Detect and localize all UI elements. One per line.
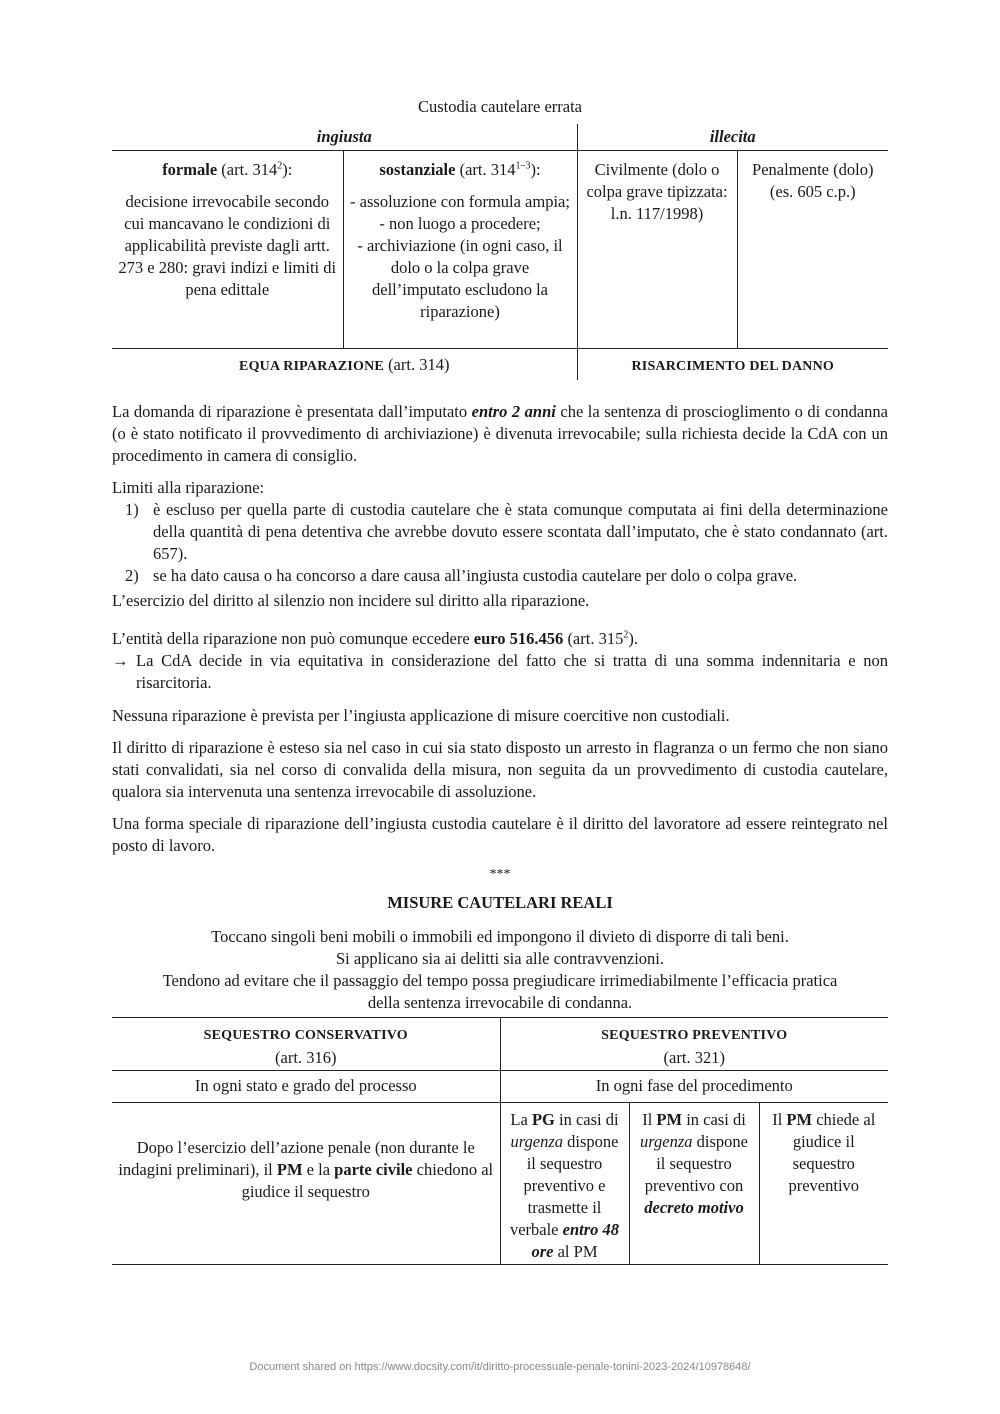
paragraph-nessuna: Nessuna riparazione è prevista per l’ingiusta applicazione di misure coercitive non custodiali. [112,706,730,725]
list-item: 1) è escluso per quella parte di custodia cautelare che è stata comunque computata ai fini della determinazione della quantità di pena detentiva che avrebbe dovuto essere scontata dall’imputato, che è stato condannato (art. 657). [125,500,888,563]
table1-caption: Custodia cautelare errata [418,97,582,116]
cell-formale [112,150,343,348]
section-title: MISURE CAUTELARI REALI [387,893,613,912]
sostanziale-item: - assoluzione con formula ampia; [350,191,570,211]
limiti-list [112,499,888,587]
paragraph-forma-speciale: Una forma speciale di riparazione dell’ingiusta custodia cautelare è il diritto del lavoratore ad essere reintegrato nel posto di lavoro. [112,814,888,855]
cell-sostanziale [343,150,577,348]
formale-label: formale [162,159,218,179]
paragraph-silenzio: L’esercizio del diritto al silenzio non incidere sul diritto alla riparazione. [112,591,590,610]
when-conservativo: In ogni stato e grado del processo [112,1071,500,1103]
equa-riparazione [112,348,577,380]
sostanziale-item: - archiviazione (in ogni caso, il dolo o la colpa grave dell’imputato escludono la riparazione) [357,235,563,321]
sostanziale-label: sostanziale [379,159,456,179]
risarcimento-danno: RISARCIMENTO DEL DANNO [577,348,888,380]
when-preventivo: In ogni fase del procedimento [500,1071,888,1103]
paragraph-equitativa: → La CdA decide in via equitativa in considerazione del fatto che si tratta di una somma indennitaria e non risarcitoria. [112,651,888,692]
head-sequestro-conservativo: SEQUESTRO CONSERVATIVO (art. 316) [112,1018,500,1071]
sostanziale-item: - non luogo a procedere; [379,213,541,233]
emphasis-entro-2-anni: entro 2 anni [471,402,556,421]
body-conservativo: Dopo l’esercizio dell’azione penale (non durante le indagini preliminari), il PM e la parte civile chiedono al giudice il sequestro [112,1103,500,1265]
paragraph-entita: L’entità della riparazione non può comunque eccedere euro 516.456 (art. $315^2$). [112,629,638,648]
formale-sup: 2 [277,160,283,171]
sostanziale-ref: (art. 314 [455,159,516,179]
separator: *** [489,867,511,882]
arrow-right-icon: → [112,651,129,670]
limiti-title: Limiti alla riparazione: [112,478,265,497]
formale-body: decisione irrevocabile secondo cui mancavano le condizioni di applicabilità previste dagli artt. 273 e 280: gravi indizi e limiti di pena edittale [118,191,337,299]
head-sequestro-preventivo: SEQUESTRO PREVENTIVO (art. 321) [500,1018,888,1071]
list-item: 2) se ha dato causa o ha concorso a dare causa all’ingiusta custodia cautelare per dolo o colpa grave. [125,566,798,585]
body-pm-chiede: Il PM chiede al giudice il sequestro preventivo [759,1103,888,1265]
equa-riparazione-ref: (art. 314) [383,354,450,374]
cell-penalmente: Penalmente (dolo) (es. 605 c.p.) [737,150,888,348]
sostanziale-sup: 1–3 [515,160,531,171]
custodia-table [112,124,888,380]
paragraph-domanda: La domanda di riparazione è presentata dall’imputato entro 2 anni che la sentenza di proscioglimento o di condanna (o è stato notificato il provvedimento di archiviazione) è divenuta irrevocabile; sulla richiesta decide la CdA con un procedimento in camera di consiglio. [112,402,888,465]
section-intro: Toccano singoli beni mobili o immobili ed impongono il divieto di disporre di tali beni. Si applicano sia ai delitti sia alle contravvenzioni. Tendono ad evitare che il passaggio del tempo possa pregiudicare irrimediabilmente l’efficacia pratica della sentenza irrevocabile di condanna. [162,927,838,1012]
amount-euro: euro 516.456 [473,629,564,648]
sequestri-table [112,1017,888,1265]
group-illecita: illecita [577,124,888,150]
formale-ref: (art. 314 [217,159,278,179]
group-ingiusta: ingiusta [112,124,577,150]
docsity-footer: Document shared on https://www.docsity.com/it/diritto-processuale-penale-tonini-2023-2024/10978648/ [249,1361,751,1373]
equa-riparazione-label: EQUA RIPARAZIONE [239,358,384,374]
body-pm-urgenza: Il PM in casi di urgenza dispone il sequestro preventivo con decreto motivo [629,1103,759,1265]
formale-tail: ): [282,159,293,179]
sostanziale-tail: ): [530,159,541,179]
cell-civilmente: Civilmente (dolo o colpa grave tipizzata: l.n. 117/1998) [577,150,737,348]
paragraph-diritto: Il diritto di riparazione è esteso sia nel caso in cui sia stato disposto un arresto in flagranza o un fermo che non siano stati convalidati, sia nel corso di convalida della misura, non seguita da un provvedimento di custodia cautelare, qualora sia intervenuta una sentenza irrevocabile di assoluzione. [112,738,888,801]
body-pg-urgenza: La PG in casi di urgenza dispone il sequestro preventivo e trasmette il verbale entro 48 ore al PM [500,1103,629,1265]
